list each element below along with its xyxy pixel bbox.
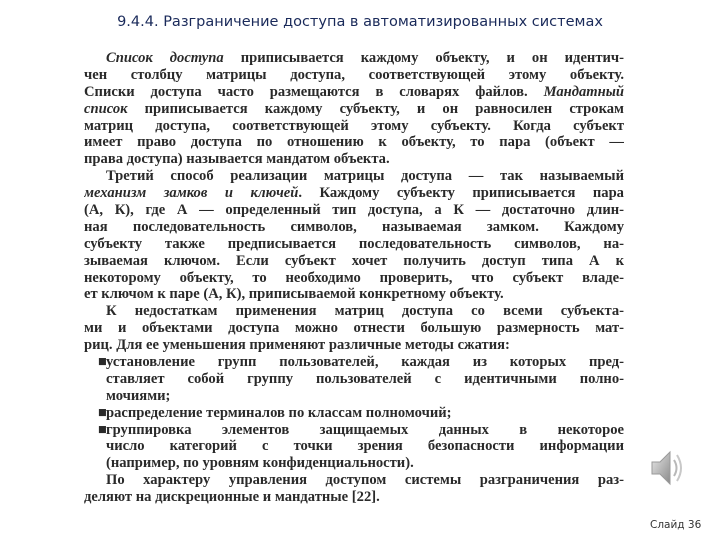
text-line: ми и объектами доступа можно отнести большую размерность мат- (84, 320, 624, 337)
bullet-item (84, 405, 624, 422)
scanned-page-text (84, 50, 624, 528)
text-line: деляют на дискреционные и мандатные [22]. (84, 489, 380, 506)
text-line: субъекту также предписывается последовательность символов, на- (84, 235, 624, 252)
text-line (84, 84, 624, 101)
text-line: группировка элементов защищаемых данных в некоторое (106, 421, 624, 438)
text-line: некоторому объекту, то необходимо проверить, что субъект владе- (84, 269, 624, 286)
text-line: права доступа) называется мандатом объекта. (84, 151, 390, 168)
text-line: Третий способ реализации матрицы доступа — так называемый (106, 168, 624, 185)
text-line: число категорий с точки зрения безопасности информации (106, 438, 624, 455)
slide-title: 9.4.4. Разграничение доступа в автоматизированных системах (117, 14, 603, 30)
text-line: ная последовательность символов, называемая замком. Каждому (84, 218, 624, 235)
text-line: мочиями; (106, 387, 171, 404)
term-access-list: Список доступа (106, 50, 224, 66)
term-list: список (84, 100, 128, 117)
bullet-marker: ■ (98, 421, 107, 438)
bullet-item (84, 354, 624, 405)
text-line (84, 50, 624, 67)
line-text: приписывается каждому объекту, и он идентич- (223, 50, 624, 66)
text-line: По характеру управления доступом системы разграничения раз- (106, 472, 624, 489)
term-locks-keys: механизм замков и ключей (84, 185, 299, 202)
text-line: чен столбцу матрицы доступа, соответствующей этому объекту. (84, 66, 624, 83)
text-line: риц. Для ее уменьшения применяют различные методы сжатия: (84, 337, 510, 354)
text-line (84, 101, 624, 118)
text-line: ставляет собой группу пользователей с идентичными полно- (106, 370, 624, 387)
line-text: Списки доступа часто размещаются в словарях файлов. (84, 83, 544, 100)
text-line: установление групп пользователей, каждая из которых пред- (106, 354, 624, 371)
text-line: зываемая ключом. Если субъект хочет получить доступ типа А к (84, 252, 624, 269)
line-text: приписывается каждому субъекту, и он равносилен строкам (127, 100, 624, 117)
text-line: ет ключом к паре (А, К), приписываемой конкретному объекту. (84, 286, 504, 303)
bullet-item (84, 422, 624, 473)
text-line: (например, по уровням конфиденциальности). (106, 455, 414, 472)
text-line: (А, К), где А — определенный тип доступа, а К — достаточно длин- (84, 202, 624, 219)
text-line: К недостаткам применения матриц доступа со всеми субъекта- (106, 303, 624, 320)
text-line: распределение терминалов по классам полномочий; (106, 404, 452, 421)
bullet-marker: ■ (98, 404, 107, 421)
bullet-marker: ■ (98, 354, 107, 371)
line-text: . Каждому субъекту приписывается пара (298, 185, 624, 202)
text-line: матриц доступа, соответствующей этому субъекту. Когда субъект (84, 117, 624, 134)
term-mandate: Мандатный (543, 83, 624, 100)
text-line (84, 185, 624, 202)
speaker-icon[interactable] (648, 446, 688, 490)
slide-number: Слайд 36 (650, 519, 702, 531)
text-line: имеет право доступа по отношению к объекту, то пара (объект — (84, 134, 624, 151)
